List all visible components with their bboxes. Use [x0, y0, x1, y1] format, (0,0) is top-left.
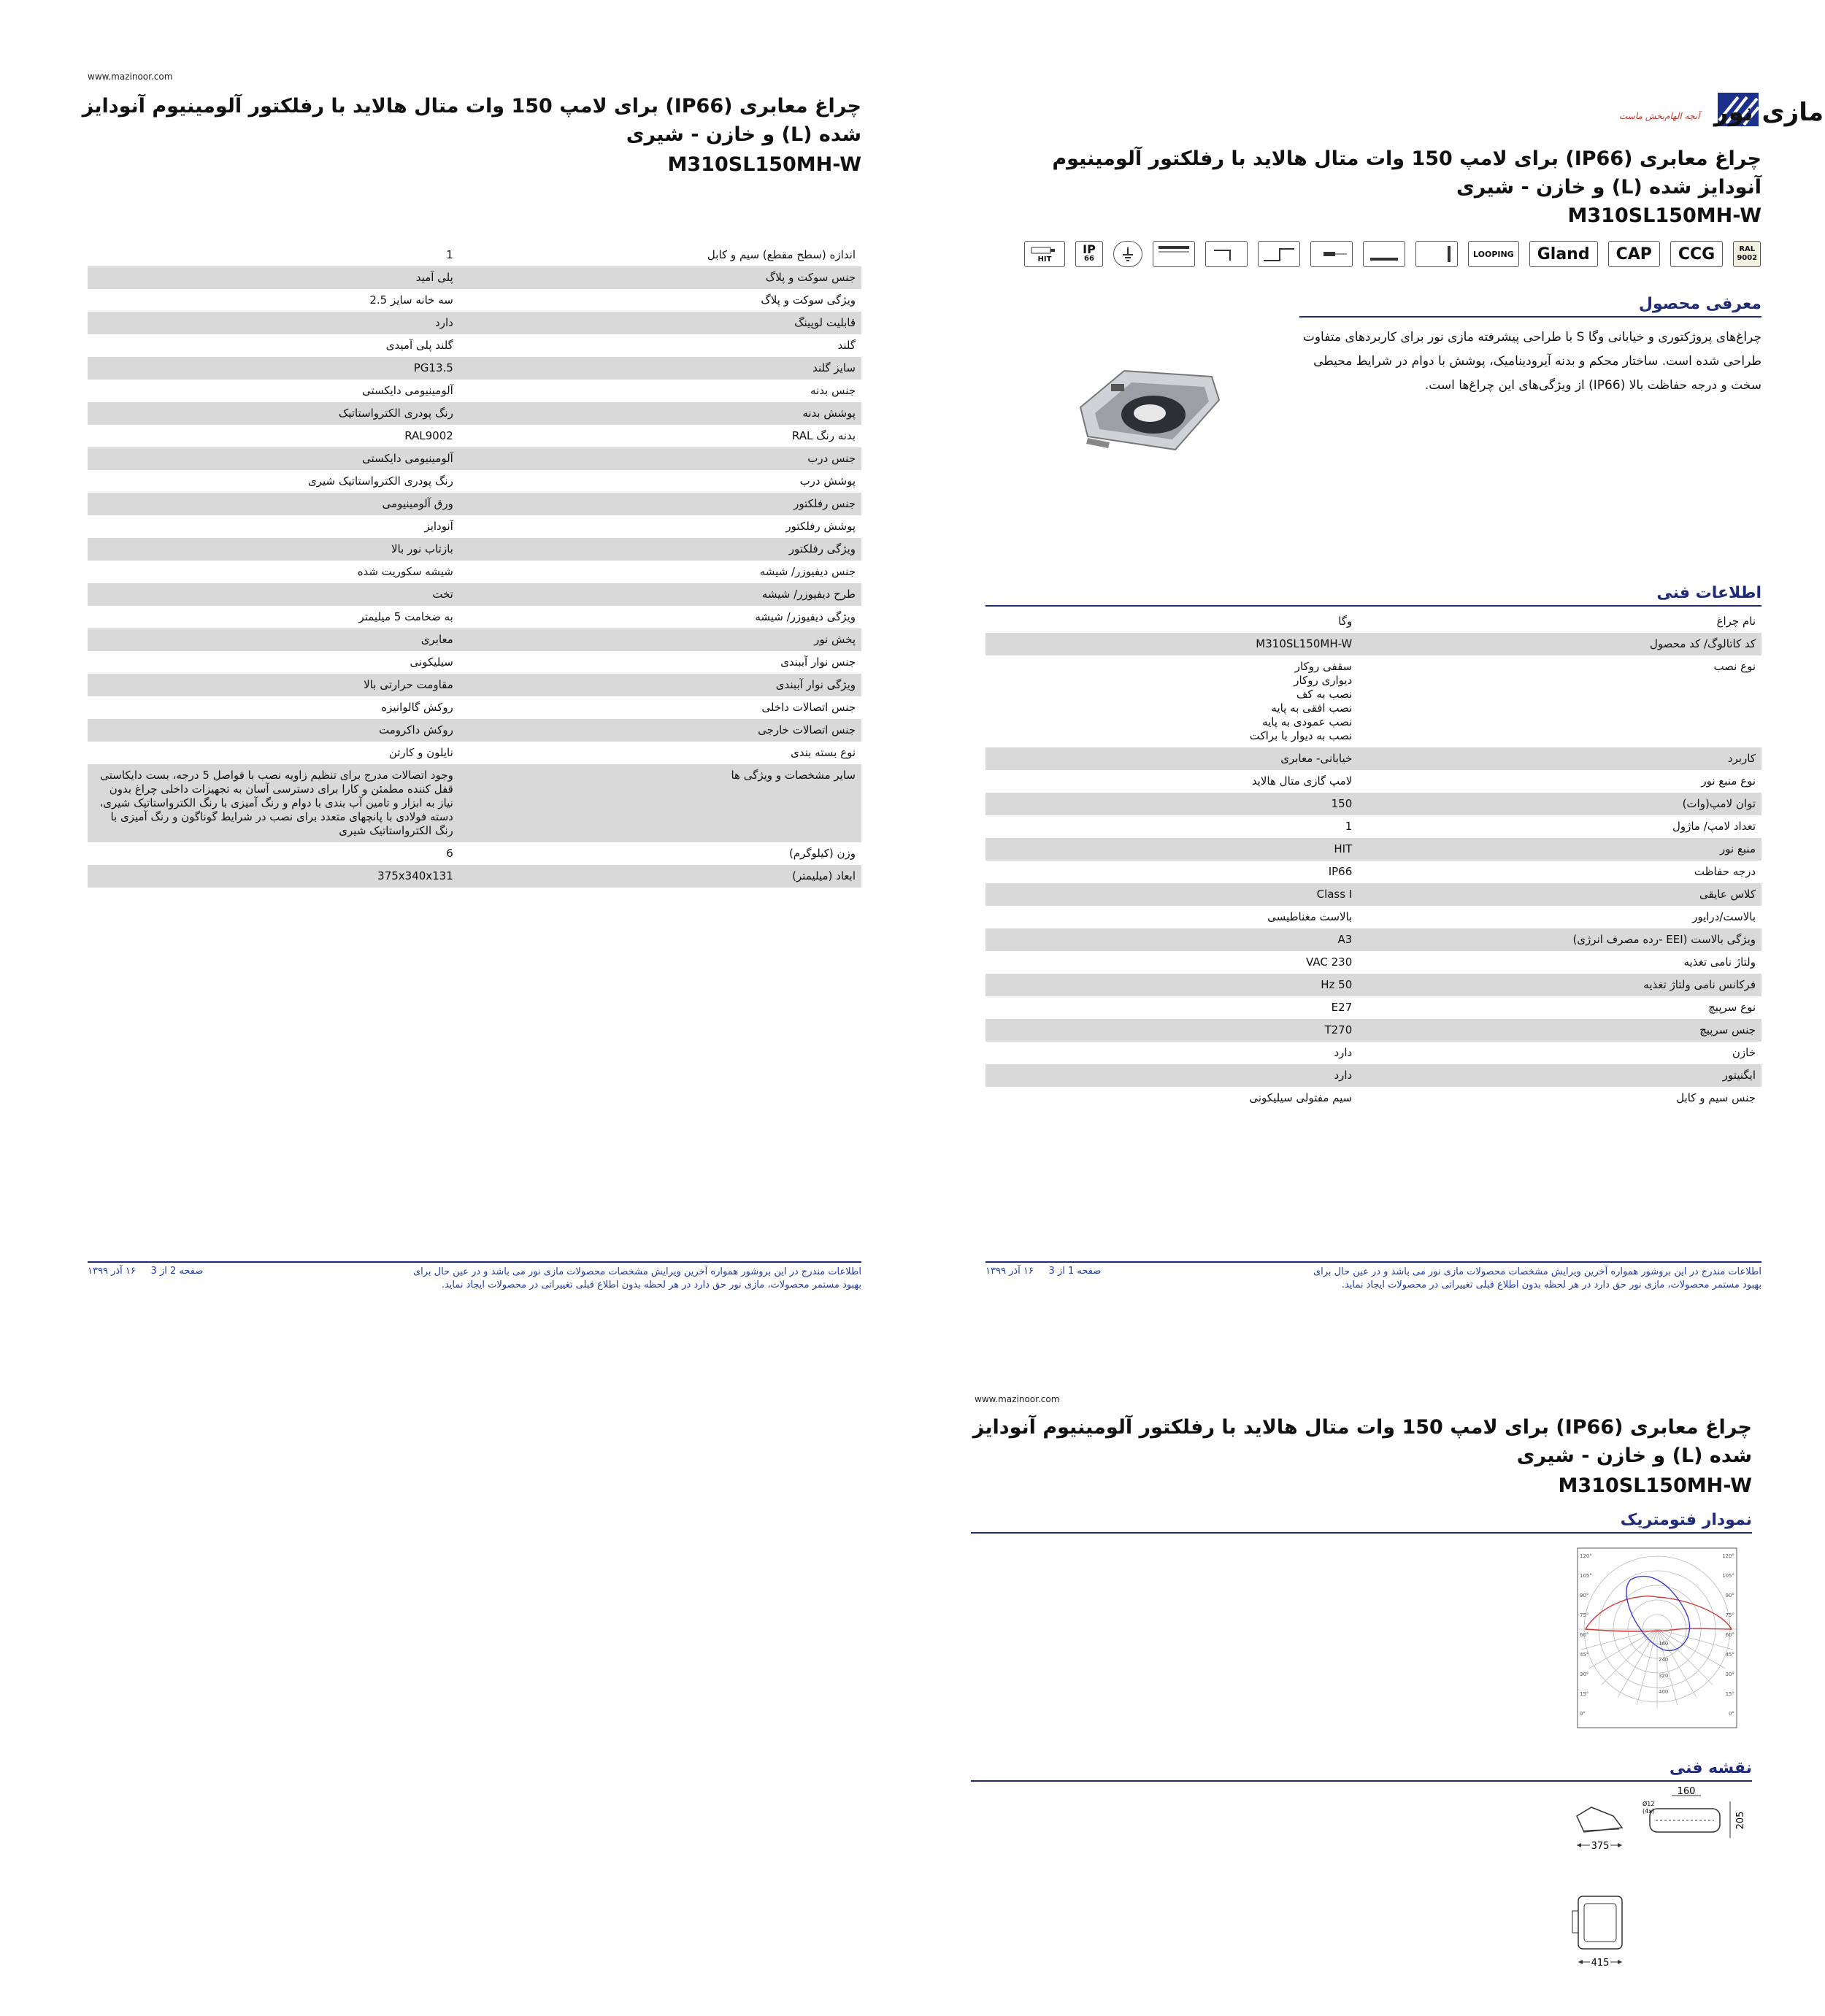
dim-width: 415: [1591, 1958, 1610, 1969]
table-row: [88, 583, 861, 606]
spec-label: جنس درب: [459, 447, 861, 470]
dim-hole: Ø12: [1642, 1801, 1655, 1807]
table-row: [986, 770, 1761, 793]
brand-logo: [1550, 91, 1824, 128]
spec-label: کاربرد: [1358, 747, 1761, 770]
spec-label: جنس رفلکتور: [459, 493, 861, 515]
looping-icon: LOOPING: [1468, 241, 1519, 267]
spec-label: ویژگی سوکت و پلاگ: [761, 293, 856, 307]
spec-label: پوشش درب: [799, 474, 856, 488]
table-row: [88, 470, 861, 493]
spec-value: مقاومت حرارتی بالا: [88, 674, 459, 696]
polar-angle-label: 45°: [1725, 1652, 1734, 1658]
table-row: [88, 842, 861, 865]
footer-page2: [88, 1261, 861, 1295]
table-row: [986, 1042, 1761, 1064]
spec-value: رنگ پودری الکترواستاتیک شیری: [307, 474, 453, 488]
footer-page-info: [88, 1266, 203, 1277]
spec-value: سقفی روکار دیواری روکار نصب به کف نصب افقی به پایه نصب عمودی به پایه نصب به دیوار با براکت: [1249, 660, 1353, 742]
table-row: [88, 764, 861, 842]
hit-icon: HIT: [1024, 241, 1065, 267]
spec-label: جنس اتصالات خارجی: [459, 719, 861, 742]
brand-name: مازی نور: [1714, 98, 1824, 127]
spec-label: بالاست/درایور: [1692, 910, 1756, 923]
table-row: [986, 951, 1761, 974]
mount-bracket-icon: [1153, 241, 1195, 267]
table-row: [88, 865, 861, 888]
spec-label: قابلیت لوپینگ: [459, 312, 861, 334]
side-view: [1577, 1807, 1622, 1852]
spec-value: HIT: [986, 838, 1358, 861]
footer-page-number: صفحه 2 از 3: [150, 1266, 204, 1277]
spec-label: ویژگی رفلکتور: [459, 538, 861, 561]
spec-value: دارد: [986, 1064, 1358, 1087]
spec-label: جنس سرپیچ: [1358, 1019, 1761, 1042]
spec-label: جنس سیم و کابل: [1676, 1091, 1756, 1104]
spec-value: معابری: [88, 628, 459, 651]
table-row: [986, 883, 1761, 906]
spec-value: 50 Hz: [986, 974, 1358, 996]
spec-label: پخش نور: [459, 628, 861, 651]
spec-value: PG13.5: [88, 357, 459, 380]
spec-label: نام چراغ: [1716, 615, 1756, 628]
drawing-heading: نقشه فنی: [971, 1759, 1752, 1782]
brand-tagline: آنچه الهام‌بخش ماست: [1619, 111, 1700, 121]
site-url[interactable]: www.mazinoor.com: [975, 1394, 1060, 1404]
spec-label: گلند: [837, 339, 856, 352]
spec-value: تخت: [88, 583, 459, 606]
table-row: [88, 357, 861, 380]
spec-label: توان لامپ(وات): [1358, 793, 1761, 815]
table-row: [88, 719, 861, 742]
photometric-heading: نمودار فتومتریک: [971, 1511, 1752, 1534]
top-view: [1572, 1896, 1622, 1969]
spec-value: M310SL150MH-W: [986, 633, 1358, 655]
spec-value: دارد: [88, 312, 459, 334]
page-title: چراغ معابری (IP66) برای لامپ 150 وات متال هالاید با رفلکتور آلومینیوم آنودایز شده (L) و خازن - شیری: [1052, 147, 1761, 199]
polar-angle-label: 15°: [1725, 1691, 1734, 1697]
spec-value: بازتاب نور بالا: [88, 538, 459, 561]
table-row: [88, 402, 861, 425]
table-row: [88, 493, 861, 515]
footer-date: ۱۶ آذر ۱۳۹۹: [88, 1266, 136, 1277]
page-title: چراغ معابری (IP66) برای لامپ 150 وات متال هالاید با رفلکتور آلومینیوم آنودایز شده (L) و خازن - شیری: [972, 1416, 1752, 1467]
footer-date: ۱۶ آذر ۱۳۹۹: [986, 1266, 1034, 1277]
table-row: [88, 289, 861, 312]
polar-angle-label: 15°: [1580, 1691, 1589, 1697]
polar-angle-label: 75°: [1580, 1612, 1589, 1618]
spec-value: سیلیکونی: [410, 655, 453, 669]
table-row: [986, 974, 1761, 996]
spec-label: نوع نصب: [1713, 660, 1756, 673]
ccg-icon: CCG: [1670, 241, 1723, 267]
spec-label: نوع بسته بندی: [791, 746, 856, 759]
spec-label: وزن (کیلوگرم): [788, 847, 856, 860]
spec-label: جنس دیفیوزر/ شیشه: [759, 565, 856, 578]
mount-wall-icon: [1415, 241, 1458, 267]
table-row: [88, 244, 861, 266]
footer-disclaimer: اطلاعات مندرج در این بروشور همواره آخرین ویرایش مشخصات محصولات مازی نور می باشد و در عین حال برای بهبود مستمر محصولات، مازی نور حق دارد در هر لحظه بدون اطلاع قبلی تغییراتی در محصولات ایجاد نماید.: [412, 1266, 861, 1290]
spec-label: نوع منبع نور: [1701, 774, 1756, 788]
cap-icon: CAP: [1608, 241, 1660, 267]
table-row: [986, 610, 1761, 633]
spec-label: نوع سرپیچ: [1708, 1001, 1756, 1014]
table-row: [88, 334, 861, 357]
polar-angle-label: 30°: [1725, 1671, 1734, 1677]
table-row: [88, 696, 861, 719]
table-row: [88, 651, 861, 674]
spec-table-page2: [88, 244, 861, 888]
page-title: چراغ معابری (IP66) برای لامپ 150 وات متال هالاید با رفلکتور آلومینیوم آنودایز شده (L) و خازن - شیری: [82, 95, 861, 146]
polar-angle-label: 60°: [1580, 1632, 1589, 1638]
technical-drawing: [1562, 1787, 1752, 2006]
polar-angle-label: 45°: [1580, 1652, 1589, 1658]
spec-label: ویژگی بالاست (EEI -رده مصرف انرژی): [1358, 928, 1761, 951]
footer-page-number: صفحه 1 از 3: [1048, 1266, 1102, 1277]
spec-value: آلومینیومی دایکستی: [361, 384, 453, 397]
polar-angle-label: 60°: [1725, 1632, 1734, 1638]
table-row: [88, 561, 861, 583]
spec-label: کد کاتالوگ/ کد محصول: [1358, 633, 1761, 655]
polar-radial-label: 320: [1659, 1673, 1669, 1679]
spec-value: Class I: [986, 883, 1358, 906]
table-row: [986, 861, 1761, 883]
footer-page-info: [986, 1266, 1101, 1277]
spec-value: گلند پلی آمیدی: [385, 339, 453, 352]
polar-angle-label: 105°: [1580, 1573, 1592, 1579]
polar-angle-label: 105°: [1722, 1573, 1734, 1579]
spec-label: ایگنیتور: [1358, 1064, 1761, 1087]
spec-label: ویژگی دیفیوزر/ شیشه: [755, 610, 856, 623]
table-row: [986, 1087, 1761, 1109]
spec-label: اندازه (سطح مقطع) سیم و کابل: [707, 248, 856, 261]
footer-page1: [986, 1261, 1761, 1295]
spec-label: ویژگی نوار آببندی: [459, 674, 861, 696]
table-row: [88, 425, 861, 447]
spec-value: نایلون و کارتن: [388, 746, 453, 759]
spec-label: سایز گلند: [459, 357, 861, 380]
spec-label: منبع نور: [1358, 838, 1761, 861]
spec-value: 1: [1345, 820, 1353, 833]
spec-value: بالاست مغناطیسی: [1267, 910, 1353, 923]
feature-icons: [1024, 241, 1761, 267]
spec-label: کلاس عایقی: [1358, 883, 1761, 906]
page-3: [912, 1328, 1825, 2015]
spec-value: پلی آمید: [88, 266, 459, 289]
spec-value: وگا: [1338, 615, 1353, 628]
mount-side-icon: [1310, 241, 1353, 267]
table-row: [88, 380, 861, 402]
table-row: [88, 538, 861, 561]
table-row: [986, 815, 1761, 838]
spec-value: روکش گالوانیزه: [381, 701, 453, 714]
intro-heading: معرفی محصول: [1299, 295, 1761, 318]
spec-value: دارد: [1334, 1046, 1353, 1059]
table-row: [88, 515, 861, 538]
dim-length: 375: [1591, 1841, 1610, 1852]
polar-angle-label: 30°: [1580, 1671, 1589, 1677]
site-url[interactable]: www.mazinoor.com: [88, 72, 173, 82]
table-row: [986, 928, 1761, 951]
spec-value: شیشه سکوریت شده: [357, 565, 453, 578]
earth-icon: [1113, 241, 1142, 267]
polar-radial-label: 160: [1659, 1641, 1669, 1647]
spec-value: رنگ پودری الکترواستاتیک: [88, 402, 459, 425]
spec-value: سیم مفتولی سیلیکونی: [1249, 1091, 1353, 1104]
spec-label: ابعاد (میلیمتر): [459, 865, 861, 888]
spec-value: T270: [986, 1019, 1358, 1042]
front-view: [1642, 1786, 1746, 1838]
spec-table-page1: [986, 610, 1761, 1109]
ral-9002-icon: RAL 9002: [1733, 241, 1761, 267]
polar-angle-label: 120°: [1580, 1553, 1592, 1559]
product-photo: [1066, 356, 1226, 458]
page-2: [0, 0, 912, 1314]
spec-value: آنودایز: [424, 520, 453, 533]
polar-radial-label: 400: [1659, 1689, 1669, 1695]
table-row: [986, 838, 1761, 861]
spec-value: 6: [446, 847, 453, 860]
spec-label: سایر مشخصات و ویژگی ها: [459, 764, 861, 842]
table-row: [88, 628, 861, 651]
polar-angle-label: 0°: [1729, 1711, 1734, 1717]
spec-label: جنس سوکت و پلاگ: [459, 266, 861, 289]
footer-disclaimer: اطلاعات مندرج در این بروشور همواره آخرین ویرایش مشخصات محصولات مازی نور می باشد و در عین حال برای بهبود مستمر محصولات، مازی نور حق دارد در هر لحظه بدون اطلاع قبلی تغییراتی در محصولات ایجاد نماید.: [1313, 1266, 1761, 1290]
spec-label: خازن: [1732, 1046, 1756, 1059]
spec-label: پوشش بدنه: [459, 402, 861, 425]
polar-angle-label: 120°: [1722, 1553, 1734, 1559]
spec-label: بدنه رنگ RAL: [791, 429, 856, 442]
spec-value: سه خانه سایز 2.5: [369, 293, 453, 307]
spec-label: جنس نوار آببندی: [780, 655, 856, 669]
table-row: [986, 906, 1761, 928]
spec-value: E27: [1331, 1001, 1353, 1014]
tech-heading: اطلاعات فنی: [986, 584, 1761, 607]
ip66-icon: IP 66: [1075, 241, 1103, 267]
dim-height: 205: [1735, 1811, 1746, 1830]
spec-value: روکش داکرومت: [88, 719, 459, 742]
table-row: [88, 266, 861, 289]
table-row: [986, 655, 1761, 747]
spec-label: فرکانس نامی ولتاژ تغذیه: [1358, 974, 1761, 996]
table-row: [986, 633, 1761, 655]
product-code: M310SL150MH-W: [1567, 204, 1761, 227]
table-row: [986, 1019, 1761, 1042]
page-1: [912, 0, 1825, 1314]
spec-label: طرح دیفیوزر/ شیشه: [459, 583, 861, 606]
polar-angle-label: 90°: [1725, 1593, 1734, 1598]
spec-label: جنس بدنه: [810, 384, 856, 397]
polar-radial-label: 240: [1659, 1657, 1669, 1663]
table-row: [88, 606, 861, 628]
table-row: [88, 742, 861, 764]
table-row: [986, 996, 1761, 1019]
spec-label: جنس اتصالات داخلی: [761, 701, 856, 714]
dim-hole-count: (4x): [1642, 1808, 1655, 1815]
dim-depth: 160: [1677, 1786, 1696, 1797]
spec-value: RAL9002: [404, 429, 453, 442]
gland-icon: Gland: [1529, 241, 1598, 267]
polar-angle-label: 90°: [1580, 1593, 1589, 1598]
mount-ceiling-icon: [1363, 241, 1405, 267]
spec-value: 150: [986, 793, 1358, 815]
spec-value: 375x340x131: [88, 865, 459, 888]
photometric-chart: [1577, 1547, 1737, 1728]
spec-label: تعداد لامپ/ ماژول: [1672, 820, 1756, 833]
product-code: M310SL150MH-W: [667, 153, 861, 176]
brand-logo-icon: [1550, 91, 1824, 128]
table-row: [986, 1064, 1761, 1087]
spec-value: ورق آلومینیومی: [88, 493, 459, 515]
polar-angle-label: 0°: [1580, 1711, 1586, 1717]
spec-value: 230 VAC: [1306, 955, 1353, 969]
intro-text: چراغ‌های پروژکتوری و خیابانی وگا S با طراحی پیشرفته مازی نور برای کاربردهای متفاوت طراحی شده است. ساختار محکم و بدنه آیرودینامیک، پوشش با دوام در شرایط محیطی سخت و درجه حفاظت بالا (IP66) از ویژگی‌های این چراغ‌ها است.: [1302, 330, 1761, 393]
spec-value: لامپ گازی متال هالاید: [1251, 774, 1353, 788]
table-row: [88, 674, 861, 696]
table-row: [88, 312, 861, 334]
spec-value: A3: [986, 928, 1358, 951]
polar-angle-label: 75°: [1725, 1612, 1734, 1618]
table-row: [986, 747, 1761, 770]
table-row: [986, 793, 1761, 815]
spec-value: وجود اتصالات مدرج برای تنظیم زاویه نصب با فواصل 5 درجه، بست دایکاستی قفل کننده مطمئن و کارا برای دسترسی آسان به تجهیزات داخلی چراغ بدون نیاز به ابزار و تامین آب بندی با دوام و رنگ آمیزی با رنگ الکترواستاتیک شیری، دسته فولادی با پانچهای متعدد برای نصب در شرایط گوناگون و رنگ آمیزی با رنگ الکترواستاتیک شیری: [88, 764, 459, 842]
spec-value: 1: [446, 248, 453, 261]
spec-value: به ضخامت 5 میلیمتر: [358, 610, 453, 623]
spec-label: پوشش رفلکتور: [785, 520, 856, 533]
spec-value: خیابانی- معابری: [986, 747, 1358, 770]
mount-top-icon: [1205, 241, 1248, 267]
product-code: M310SL150MH-W: [1558, 1474, 1752, 1497]
spec-label: ولتاژ نامی تغذیه: [1683, 955, 1756, 969]
spec-value: IP66: [1328, 865, 1353, 878]
table-row: [88, 447, 861, 470]
spec-label: درجه حفاظت: [1694, 865, 1756, 878]
mount-pole-icon: [1258, 241, 1300, 267]
spec-value: آلومینیومی دایکستی: [88, 447, 459, 470]
